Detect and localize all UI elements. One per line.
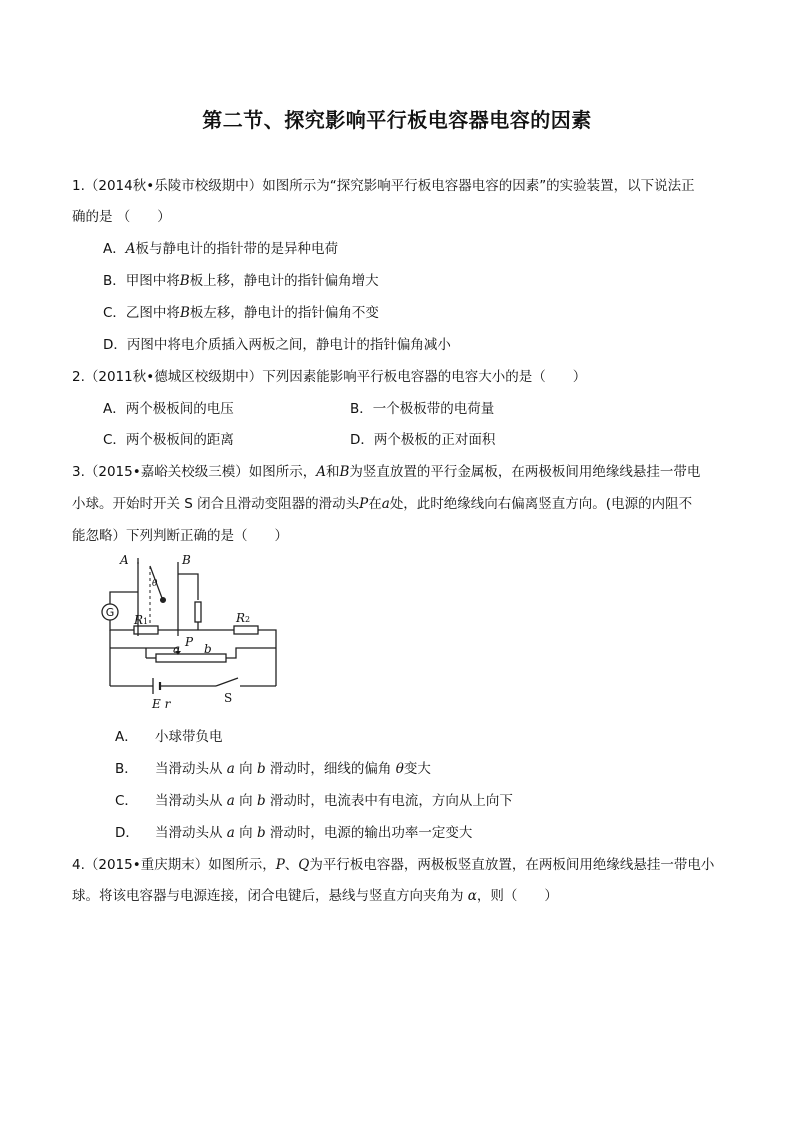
q3-option-d-text: 当滑动头从 a 向 b 滑动时，电源的输出功率一定变大	[155, 825, 473, 841]
q3-stem-line3: 能忽略）下列判断正确的是（ ）	[72, 528, 288, 544]
label-theta: θ	[152, 579, 158, 589]
q2-stem: 2.（2011秋•德城区校级期中）下列因素能影响平行板电容器的电容大小的是（ ）	[72, 369, 587, 385]
q3-option-a: A．	[115, 729, 138, 745]
wire-b-to-right	[178, 574, 198, 600]
charged-ball	[161, 598, 166, 603]
label-b: B	[182, 553, 191, 567]
label-r1: R1	[134, 613, 149, 627]
label-er: E r	[152, 697, 171, 711]
label-b-point: b	[204, 642, 212, 656]
q1-stem-line2: 确的是 （ ）	[72, 209, 171, 225]
q1-option-b: B．甲图中将B板上移，静电计的指针偏角增大	[103, 273, 379, 289]
q1-stem-line1: 1.（2014秋•乐陵市校级期中）如图所示为“探究影响平行板电容器电容的因素”的实验装置，以下说法正	[72, 178, 695, 194]
q3-option-b: B．	[115, 761, 138, 777]
label-a: A	[120, 553, 129, 567]
q4-stem-line1: 4.（2015•重庆期末）如图所示，P、Q为平行板电容器，两极板竖直放置，在两板间用绝缘线悬挂一带电小	[72, 857, 715, 873]
q1-option-a: A．A板与静电计的指针带的是异种电荷	[103, 241, 338, 257]
circuit-diagram	[98, 552, 280, 712]
wire-a-to-g	[110, 592, 138, 604]
q1-option-c: C．乙图中将B板左移，静电计的指针偏角不变	[103, 305, 379, 321]
q3-option-c: C．	[115, 793, 138, 809]
label-s: S	[224, 691, 233, 705]
q3-option-d: D．	[115, 825, 139, 841]
q2-option-d: D．两个极板的正对面积	[350, 432, 496, 448]
resistor-top-right	[195, 602, 201, 622]
rheostat	[156, 654, 226, 662]
q2-option-b: B．一个极板带的电荷量	[350, 401, 495, 417]
label-p: P	[185, 635, 194, 649]
q3-option-b-text: 当滑动头从 a 向 b 滑动时，细线的偏角 θ变大	[155, 761, 431, 777]
q3-option-a-text: 小球带负电	[155, 729, 223, 745]
q4-stem-line2: 球。将该电容器与电源连接，闭合电键后，悬线与竖直方向夹角为 α，则（ ）	[72, 888, 558, 904]
q1-option-d: D．丙图中将电介质插入两板之间，静电计的指针偏角减小	[103, 337, 451, 353]
q3-stem-line1: 3.（2015•嘉峪关校级三模）如图所示，A和B为竖直放置的平行金属板，在两极板间用绝缘线悬挂一带电	[72, 464, 701, 480]
page-title: 第二节、探究影响平行板电容器电容的因素	[202, 108, 592, 132]
q2-option-c: C．两个极板间的距离	[103, 432, 234, 448]
label-g: G	[105, 606, 115, 619]
label-a-point: a	[173, 642, 181, 656]
q3-stem-line2: 小球。开始时开关 S 闭合且滑动变阻器的滑动头P在a处，此时绝缘线向右偏离竖直方向。(电源的内阻不	[72, 496, 693, 512]
label-r2: R2	[236, 611, 251, 625]
switch-s	[216, 678, 238, 686]
resistor-r2	[234, 626, 258, 634]
q2-option-a: A．两个极板间的电压	[103, 401, 234, 417]
q3-option-c-text: 当滑动头从 a 向 b 滑动时，电流表中有电流，方向从上向下	[155, 793, 513, 809]
